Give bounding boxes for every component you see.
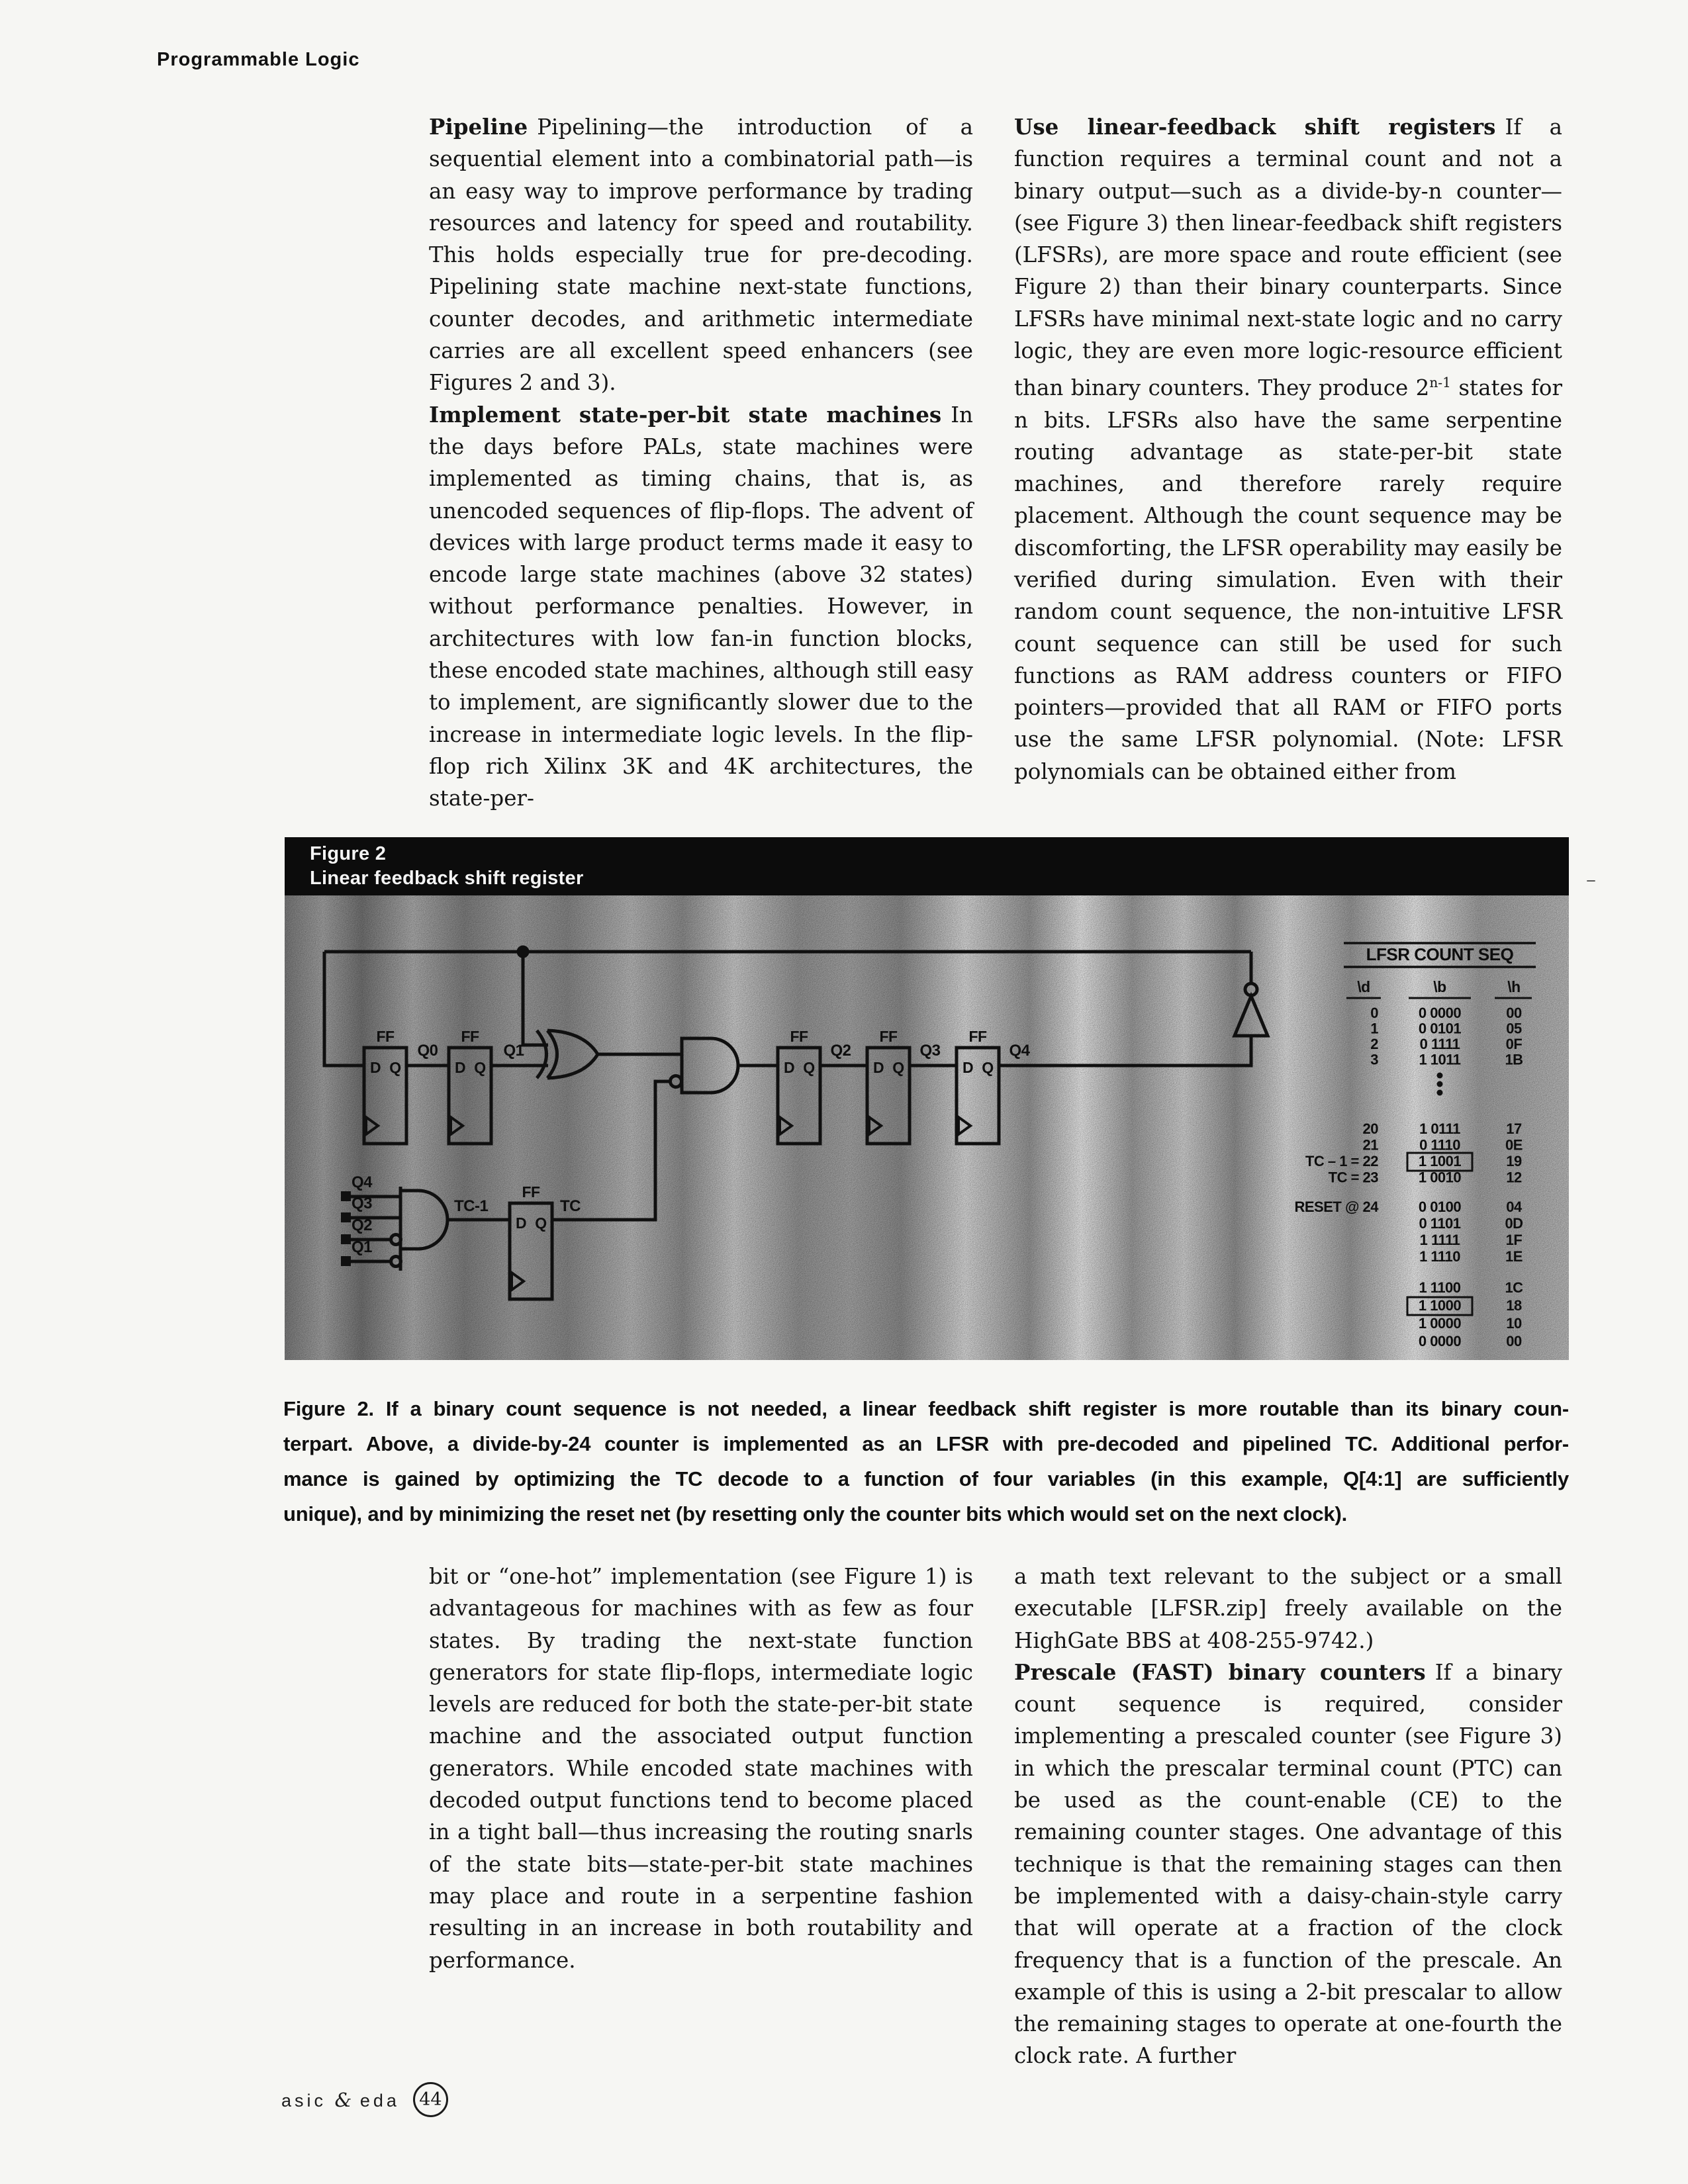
svg-text:1 1111: 1 1111 — [1419, 1232, 1460, 1248]
svg-text:10: 10 — [1506, 1315, 1522, 1332]
page-title: Programmable Logic — [157, 49, 360, 70]
svg-text:1 1000: 1 1000 — [1418, 1297, 1462, 1314]
svg-text:18: 18 — [1506, 1297, 1522, 1314]
svg-text:D: D — [515, 1214, 527, 1232]
caption-line: unique), and by minimizing the reset net (by resetting only the counter bits which would set on the next clock). — [283, 1502, 1347, 1525]
heading-lfsr: Use linear-feedback shift registers — [1014, 114, 1496, 140]
svg-text:0 1101: 0 1101 — [1419, 1215, 1461, 1232]
svg-text:Q: Q — [535, 1214, 547, 1232]
svg-text:1C: 1C — [1505, 1279, 1523, 1296]
svg-text:Q: Q — [982, 1059, 994, 1076]
paragraph-state-per-bit — [429, 399, 973, 815]
svg-text:0 0101: 0 0101 — [1418, 1020, 1462, 1037]
lfsr-schematic — [285, 895, 1569, 1360]
svg-text:Q0: Q0 — [417, 1042, 438, 1060]
svg-text:Q4: Q4 — [352, 1173, 373, 1191]
magazine-logo — [281, 2089, 400, 2111]
paragraph-prescale — [1014, 1657, 1562, 2072]
paragraph-bbs — [1014, 1561, 1562, 1657]
svg-text:1: 1 — [1370, 1020, 1378, 1037]
svg-text:D: D — [454, 1059, 466, 1076]
page-footer — [281, 2082, 448, 2117]
svg-text:3: 3 — [1370, 1051, 1378, 1068]
paragraph-bbs-text: a math text relevant to the subject or a small executable [LFSR.zip] freely available on the HighGate BBS at 408-255-9742.) — [1014, 1564, 1562, 1653]
svg-text:0 0100: 0 0100 — [1418, 1199, 1462, 1215]
svg-text:FF: FF — [879, 1028, 898, 1045]
column-top-right — [1014, 111, 1562, 788]
svg-text:00: 00 — [1506, 1005, 1522, 1021]
svg-text:FF: FF — [461, 1028, 479, 1045]
logo-asic: asic — [281, 2090, 327, 2111]
svg-text:0E: 0E — [1505, 1136, 1523, 1154]
svg-text:0 0000: 0 0000 — [1418, 1005, 1462, 1021]
svg-text:TC-1: TC-1 — [454, 1197, 489, 1215]
svg-text:Q: Q — [389, 1059, 401, 1076]
svg-text:00: 00 — [1506, 1333, 1522, 1349]
svg-text:1 1100: 1 1100 — [1419, 1279, 1461, 1296]
svg-text:FF: FF — [376, 1028, 395, 1045]
svg-text:Q1: Q1 — [503, 1042, 524, 1060]
svg-text:TC: TC — [560, 1197, 581, 1215]
svg-text:05: 05 — [1506, 1020, 1522, 1037]
heading-pipeline: Pipeline — [429, 114, 528, 140]
svg-text:1 0000: 1 0000 — [1418, 1315, 1462, 1332]
page-number: 44 — [419, 2089, 442, 2110]
svg-text:FF: FF — [522, 1183, 540, 1201]
paragraph-pipeline — [429, 111, 973, 399]
paragraph-prescale-text: If a binary count sequence is required, consider implementing a prescaled counter (see Figure 3) in which the prescalar terminal count (PTC) can be used as the count-enable (CE) to the remaining counter stages. One advantage of this technique is that the remaining stages can then be implemented with a daisy-chain-style carry that will operate at a fraction of the clock frequency that is a function of the prescale. An example of this is using a 2-bit prescalar to allow the remaining stages to operate at one-fourth the clock rate. A further — [1014, 1659, 1563, 2069]
svg-text:1 1011: 1 1011 — [1419, 1051, 1461, 1068]
svg-text:TC – 1 = 22: TC – 1 = 22 — [1305, 1153, 1378, 1169]
figure-number: Figure 2 — [310, 843, 387, 864]
svg-text:RESET @ 24: RESET @ 24 — [1294, 1199, 1378, 1215]
svg-text:D: D — [872, 1059, 884, 1076]
table-col-d: \d — [1357, 978, 1370, 995]
svg-text:04: 04 — [1506, 1199, 1522, 1215]
table-col-b: \b — [1433, 978, 1446, 995]
caption-line: mance is gained by optimizing the TC decode to a function of four variables (in this example, Q[4:1] are sufficiently — [283, 1467, 1569, 1490]
table-title: LFSR COUNT SEQ — [1366, 944, 1514, 964]
paragraph-lfsr-text-a: If a function requires a terminal count and not a binary output—such as a divide-by-n counter—(see Figure 3) then linear-feedback shift registers (LFSRs), are more space and route efficient (see Figure 2) than their binary counterparts. Since LFSRs have minimal next-state logic and no carry logic, they are even more logic-resource efficient than binary counters. They produce 2 — [1014, 114, 1563, 401]
svg-text:12: 12 — [1506, 1169, 1522, 1186]
paragraph-one-hot-text: bit or “one-hot” implementation (see Figure 1) is advantageous for machines with as few as four states. By trading the next-state function generators for state flip-flops, intermediate logic levels are reduced for both the state-per-bit state machine and the associated output function generators. While encoded state machines with decoded output functions tend to become placed in a tight ball—thus increasing the routing snarls of the state bits—state-per-bit state machines may place and route in a serpentine fashion resulting in an increase in both routability and performance. — [429, 1564, 973, 1973]
paragraph-lfsr — [1014, 111, 1562, 788]
svg-text:1 0111: 1 0111 — [1419, 1120, 1460, 1137]
table-col-h: \h — [1507, 978, 1521, 995]
svg-text:Q1: Q1 — [352, 1238, 373, 1256]
heading-state-per-bit: Implement state-per-bit state machines — [429, 401, 942, 428]
caption-line: Figure 2. If a binary count sequence is not needed, a linear feedback shift register is more routable than its binary coun- — [283, 1397, 1569, 1420]
svg-text:1E: 1E — [1505, 1248, 1523, 1265]
svg-text:20: 20 — [1362, 1120, 1378, 1137]
logo-eda: eda — [359, 2090, 400, 2111]
svg-text:21: 21 — [1362, 1136, 1378, 1154]
svg-text:Q: Q — [892, 1059, 904, 1076]
svg-text:D: D — [783, 1059, 795, 1076]
figure-title: Linear feedback shift register — [310, 868, 584, 889]
svg-text:1F: 1F — [1505, 1232, 1523, 1248]
svg-text:Q: Q — [474, 1059, 486, 1076]
svg-text:FF: FF — [968, 1028, 987, 1045]
svg-text:0 1110: 0 1110 — [1419, 1136, 1460, 1154]
svg-text:FF: FF — [790, 1028, 808, 1045]
svg-text:Q4: Q4 — [1009, 1042, 1030, 1060]
svg-text:1 0010: 1 0010 — [1418, 1169, 1462, 1186]
scan-artifact-dash: – — [1586, 868, 1596, 891]
paragraph-one-hot — [429, 1561, 973, 1976]
svg-text:0 0000: 0 0000 — [1418, 1333, 1462, 1349]
svg-text:TC = 23: TC = 23 — [1328, 1169, 1378, 1186]
column-bottom-right — [1014, 1561, 1562, 2072]
paragraph-lfsr-text-b: states for n bits. LFSRs also have the same serpentine routing advantage as state-per-bit state machines, and therefore rarely require placement. Although the count sequence may be discomforting, the LFSR operability may easily be verified during simulation. Even with their random count sequence, the non-intuitive LFSR count sequence can still be used for such functions as RAM address counters or FIFO pointers—provided that all RAM or FIFO ports use the same LFSR polynomial. (Note: LFSR polynomials can be obtained either from — [1014, 375, 1562, 784]
paragraph-state-per-bit-text: In the days before PALs, state machines were implemented as timing chains, that is, as unencoded sequences of flip-flops. The advent of devices with large product terms made it easy to encode large state machines (above 32 states) without performance penalties. However, in architectures with low fan-in function blocks, these encoded state machines, although still easy to implement, are significantly slower due to the increase in intermediate logic levels. In the flip-flop rich Xilinx 3K and 4K architectures, the state-per- — [429, 402, 973, 811]
svg-text:2: 2 — [1370, 1036, 1378, 1052]
svg-text:0F: 0F — [1505, 1036, 1523, 1052]
figure-header-bar — [285, 837, 1569, 895]
svg-text:0D: 0D — [1505, 1215, 1523, 1232]
svg-text:Q3: Q3 — [919, 1042, 941, 1060]
column-bottom-left — [429, 1561, 973, 1976]
svg-text:19: 19 — [1506, 1153, 1522, 1169]
svg-text:17: 17 — [1506, 1120, 1522, 1137]
svg-text:Q: Q — [803, 1059, 815, 1076]
caption-line: terpart. Above, a divide-by-24 counter is implemented as an LFSR with pre-decoded and pipelined TC. Additional perfor- — [283, 1432, 1569, 1455]
figure-2 — [285, 837, 1569, 1360]
heading-prescale: Prescale (FAST) binary counters — [1014, 1659, 1426, 1685]
svg-text:Q2: Q2 — [352, 1216, 373, 1234]
svg-text:D: D — [369, 1059, 381, 1076]
svg-text:1B: 1B — [1505, 1051, 1523, 1068]
page-number-badge — [413, 2082, 448, 2117]
svg-text:Q2: Q2 — [830, 1042, 851, 1060]
svg-text:1 1001: 1 1001 — [1418, 1153, 1462, 1169]
svg-text:0 1111: 0 1111 — [1419, 1036, 1460, 1052]
column-top-left — [429, 111, 973, 815]
svg-text:1 1110: 1 1110 — [1419, 1248, 1460, 1265]
logo-ampersand: & — [334, 2088, 352, 2111]
exponent-n-minus-1: n-1 — [1429, 375, 1451, 391]
svg-text:0: 0 — [1370, 1005, 1378, 1021]
svg-text:D: D — [962, 1059, 974, 1076]
paragraph-pipeline-text: Pipelining—the introduction of a sequential element into a combinatorial path—is an easy way to improve performance by trading resources and latency for speed and routability. This holds especially true for pre-decoding. Pipelining state machine next-state functions, counter decodes, and arithmetic intermediate carries are all excellent speed enhancers (see Figures 2 and 3). — [429, 114, 973, 396]
figure-caption — [283, 1391, 1569, 1531]
svg-text:Q3: Q3 — [352, 1195, 373, 1212]
